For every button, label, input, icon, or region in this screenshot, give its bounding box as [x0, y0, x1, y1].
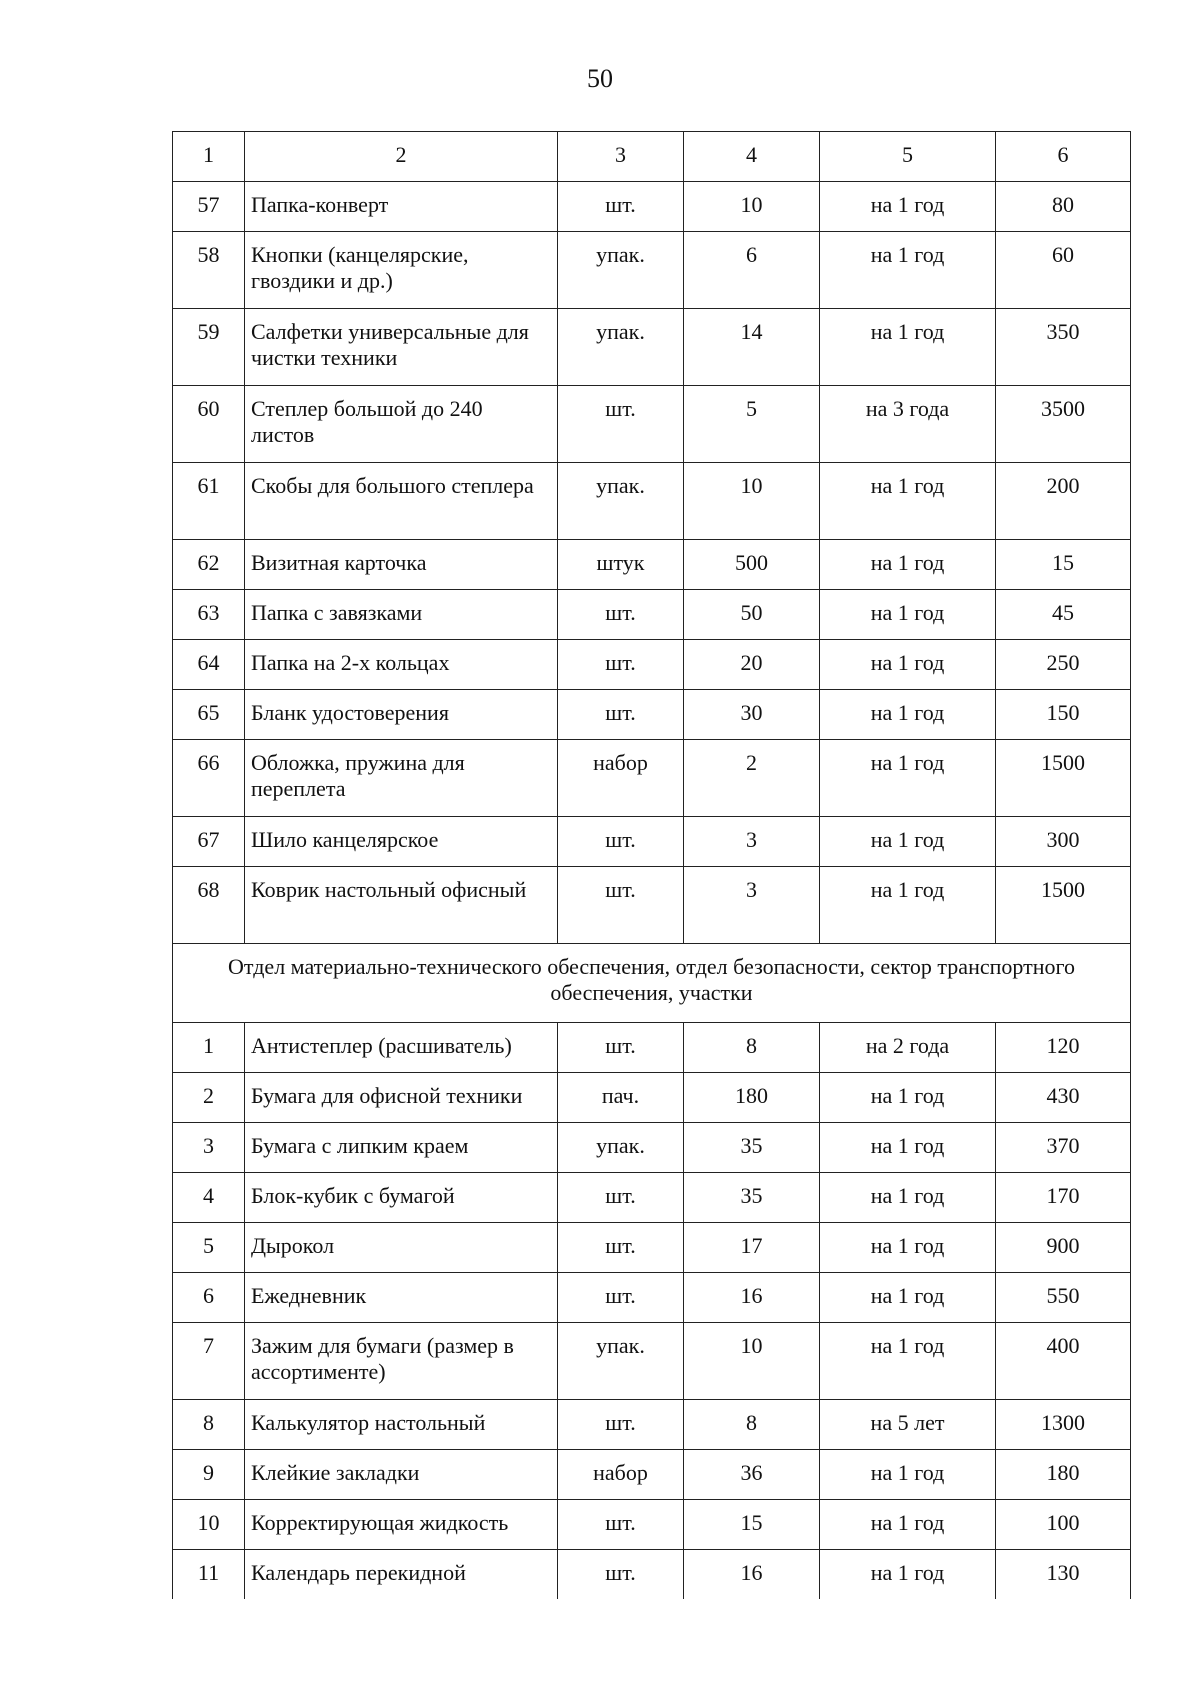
item-period: на 1 год — [820, 182, 996, 232]
row-number: 2 — [173, 1073, 245, 1123]
item-unit: шт. — [558, 640, 684, 690]
row-number: 59 — [173, 309, 245, 386]
item-name: Корректирующая жидкость — [245, 1500, 558, 1550]
item-quantity: 20 — [684, 640, 820, 690]
item-period: на 1 год — [820, 1450, 996, 1500]
item-price: 300 — [996, 817, 1131, 867]
item-unit: шт. — [558, 690, 684, 740]
item-unit: упак. — [558, 463, 684, 540]
header-cell: 3 — [558, 132, 684, 182]
item-quantity: 16 — [684, 1550, 820, 1599]
item-name: Дырокол — [245, 1223, 558, 1273]
item-price: 200 — [996, 463, 1131, 540]
table-row — [173, 740, 1131, 817]
row-number: 61 — [173, 463, 245, 540]
item-unit: шт. — [558, 1500, 684, 1550]
item-name: Степлер большой до 240 листов — [245, 386, 558, 463]
item-quantity: 6 — [684, 232, 820, 309]
table-row — [173, 640, 1131, 690]
item-unit: набор — [558, 1450, 684, 1500]
item-price: 250 — [996, 640, 1131, 690]
item-price: 60 — [996, 232, 1131, 309]
table-row — [173, 1273, 1131, 1323]
item-price: 550 — [996, 1273, 1131, 1323]
item-name: Зажим для бумаги (размер в ассортименте) — [245, 1323, 558, 1400]
item-quantity: 15 — [684, 1500, 820, 1550]
item-price: 80 — [996, 182, 1131, 232]
item-unit: упак. — [558, 1323, 684, 1400]
row-number: 63 — [173, 590, 245, 640]
table-row — [173, 1450, 1131, 1500]
row-number: 8 — [173, 1400, 245, 1450]
item-price: 150 — [996, 690, 1131, 740]
item-name: Бумага для офисной техники — [245, 1073, 558, 1123]
header-cell: 6 — [996, 132, 1131, 182]
table-row — [173, 386, 1131, 463]
item-name: Клейкие закладки — [245, 1450, 558, 1500]
item-unit: упак. — [558, 309, 684, 386]
item-name: Калькулятор настольный — [245, 1400, 558, 1450]
row-number: 9 — [173, 1450, 245, 1500]
item-period: на 1 год — [820, 590, 996, 640]
item-price: 120 — [996, 1023, 1131, 1073]
item-unit: шт. — [558, 817, 684, 867]
item-price: 1300 — [996, 1400, 1131, 1450]
section-header-row — [173, 944, 1131, 1023]
table-row — [173, 309, 1131, 386]
item-period: на 1 год — [820, 1173, 996, 1223]
table-row — [173, 1123, 1131, 1173]
item-name: Салфетки универсальные для чистки техники — [245, 309, 558, 386]
item-name: Календарь перекидной — [245, 1550, 558, 1599]
row-number: 57 — [173, 182, 245, 232]
row-number: 60 — [173, 386, 245, 463]
row-number: 7 — [173, 1323, 245, 1400]
table-row — [173, 1023, 1131, 1073]
item-price: 45 — [996, 590, 1131, 640]
header-cell: 2 — [245, 132, 558, 182]
row-number: 64 — [173, 640, 245, 690]
item-name: Коврик настольный офисный — [245, 867, 558, 944]
item-period: на 1 год — [820, 1323, 996, 1400]
row-number: 1 — [173, 1023, 245, 1073]
item-price: 3500 — [996, 386, 1131, 463]
table-row — [173, 232, 1131, 309]
item-quantity: 35 — [684, 1173, 820, 1223]
item-unit: шт. — [558, 1173, 684, 1223]
table-row — [173, 182, 1131, 232]
item-name: Шило канцелярское — [245, 817, 558, 867]
row-number: 66 — [173, 740, 245, 817]
item-quantity: 35 — [684, 1123, 820, 1173]
item-price: 400 — [996, 1323, 1131, 1400]
item-price: 130 — [996, 1550, 1131, 1599]
item-unit: шт. — [558, 590, 684, 640]
row-number: 58 — [173, 232, 245, 309]
item-unit: шт. — [558, 1550, 684, 1599]
table-row — [173, 1173, 1131, 1223]
item-period: на 1 год — [820, 1223, 996, 1273]
item-period: на 5 лет — [820, 1400, 996, 1450]
item-period: на 1 год — [820, 1273, 996, 1323]
item-unit: штук — [558, 540, 684, 590]
table-row — [173, 867, 1131, 944]
page-number: 50 — [587, 64, 613, 93]
item-price: 100 — [996, 1500, 1131, 1550]
header-cell: 5 — [820, 132, 996, 182]
section-title: Отдел материально-технического обеспечения, отдел безопасности, сектор транспортного обеспечения, участки — [173, 944, 1131, 1023]
header-cell: 4 — [684, 132, 820, 182]
item-period: на 1 год — [820, 1500, 996, 1550]
item-quantity: 10 — [684, 463, 820, 540]
item-unit: пач. — [558, 1073, 684, 1123]
table-header-row — [173, 132, 1131, 182]
item-period: на 2 года — [820, 1023, 996, 1073]
item-unit: шт. — [558, 867, 684, 944]
item-period: на 1 год — [820, 740, 996, 817]
row-number: 11 — [173, 1550, 245, 1599]
table-row — [173, 1323, 1131, 1400]
item-price: 1500 — [996, 740, 1131, 817]
table-row — [173, 1223, 1131, 1273]
item-period: на 1 год — [820, 540, 996, 590]
row-number: 62 — [173, 540, 245, 590]
item-unit: шт. — [558, 1273, 684, 1323]
item-period: на 1 год — [820, 1550, 996, 1599]
item-unit: шт. — [558, 1023, 684, 1073]
item-name: Скобы для большого степлера — [245, 463, 558, 540]
item-name: Антистеплер (расшиватель) — [245, 1023, 558, 1073]
row-number: 6 — [173, 1273, 245, 1323]
item-quantity: 5 — [684, 386, 820, 463]
table-row — [173, 1500, 1131, 1550]
item-period: на 1 год — [820, 1073, 996, 1123]
item-name: Блок-кубик с бумагой — [245, 1173, 558, 1223]
item-quantity: 14 — [684, 309, 820, 386]
item-quantity: 17 — [684, 1223, 820, 1273]
item-unit: упак. — [558, 232, 684, 309]
item-name: Папка на 2-х кольцах — [245, 640, 558, 690]
table-row — [173, 1073, 1131, 1123]
item-quantity: 2 — [684, 740, 820, 817]
item-name: Папка-конверт — [245, 182, 558, 232]
item-price: 180 — [996, 1450, 1131, 1500]
item-quantity: 8 — [684, 1023, 820, 1073]
item-quantity: 16 — [684, 1273, 820, 1323]
item-unit: шт. — [558, 182, 684, 232]
item-name: Обложка, пружина для переплета — [245, 740, 558, 817]
item-price: 1500 — [996, 867, 1131, 944]
item-price: 430 — [996, 1073, 1131, 1123]
item-quantity: 500 — [684, 540, 820, 590]
item-quantity: 8 — [684, 1400, 820, 1450]
item-period: на 1 год — [820, 817, 996, 867]
item-name: Ежедневник — [245, 1273, 558, 1323]
item-quantity: 3 — [684, 867, 820, 944]
item-period: на 3 года — [820, 386, 996, 463]
item-name: Папка с завязками — [245, 590, 558, 640]
item-quantity: 50 — [684, 590, 820, 640]
item-period: на 1 год — [820, 232, 996, 309]
item-quantity: 10 — [684, 1323, 820, 1400]
table-row — [173, 1400, 1131, 1450]
item-name: Бланк удостоверения — [245, 690, 558, 740]
item-name: Визитная карточка — [245, 540, 558, 590]
table-row — [173, 690, 1131, 740]
item-price: 900 — [996, 1223, 1131, 1273]
row-number: 4 — [173, 1173, 245, 1223]
table-row — [173, 463, 1131, 540]
row-number: 5 — [173, 1223, 245, 1273]
item-price: 15 — [996, 540, 1131, 590]
item-quantity: 30 — [684, 690, 820, 740]
item-period: на 1 год — [820, 309, 996, 386]
item-price: 350 — [996, 309, 1131, 386]
item-price: 370 — [996, 1123, 1131, 1173]
item-quantity: 36 — [684, 1450, 820, 1500]
row-number: 67 — [173, 817, 245, 867]
table-row — [173, 540, 1131, 590]
item-quantity: 180 — [684, 1073, 820, 1123]
item-period: на 1 год — [820, 867, 996, 944]
header-cell: 1 — [173, 132, 245, 182]
item-period: на 1 год — [820, 463, 996, 540]
supplies-table — [172, 131, 1131, 1599]
item-unit: шт. — [558, 1400, 684, 1450]
row-number: 65 — [173, 690, 245, 740]
row-number: 68 — [173, 867, 245, 944]
item-price: 170 — [996, 1173, 1131, 1223]
table-row — [173, 590, 1131, 640]
row-number: 3 — [173, 1123, 245, 1173]
item-unit: шт. — [558, 386, 684, 463]
item-quantity: 3 — [684, 817, 820, 867]
row-number: 10 — [173, 1500, 245, 1550]
item-period: на 1 год — [820, 690, 996, 740]
item-name: Кнопки (канцелярские, гвоздики и др.) — [245, 232, 558, 309]
item-period: на 1 год — [820, 1123, 996, 1173]
item-unit: набор — [558, 740, 684, 817]
table-row — [173, 1550, 1131, 1599]
item-unit: упак. — [558, 1123, 684, 1173]
item-name: Бумага с липким краем — [245, 1123, 558, 1173]
item-period: на 1 год — [820, 640, 996, 690]
table-row — [173, 817, 1131, 867]
item-unit: шт. — [558, 1223, 684, 1273]
item-quantity: 10 — [684, 182, 820, 232]
